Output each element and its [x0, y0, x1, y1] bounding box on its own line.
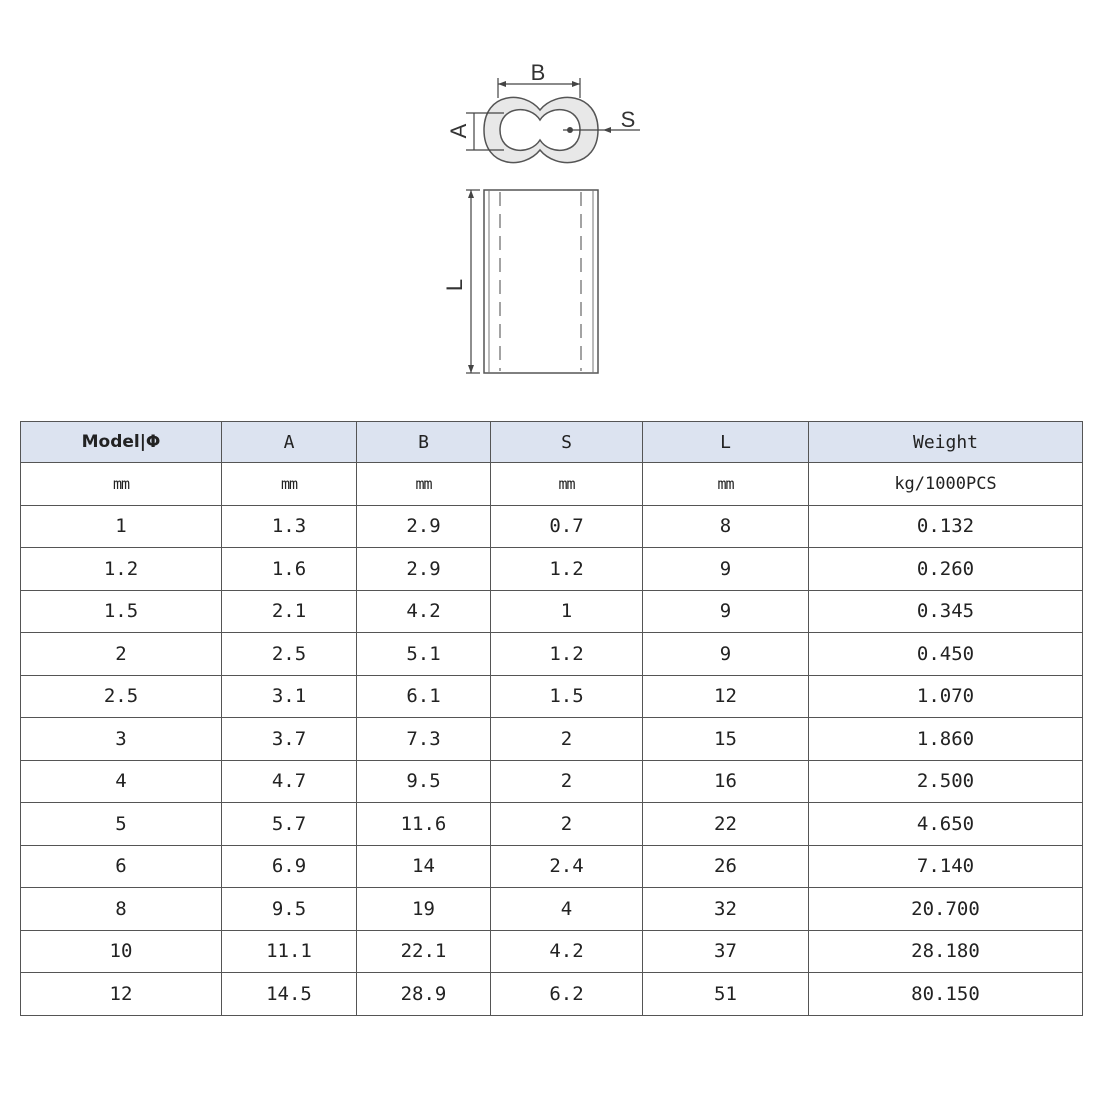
label-b: B	[530, 60, 546, 85]
cell-model: 3	[21, 718, 222, 761]
cell-s: 6.2	[491, 973, 643, 1016]
table-row	[21, 973, 1083, 1016]
cell-a: 3.7	[222, 718, 357, 761]
cell-l: 9	[643, 548, 809, 591]
cell-a: 2.5	[222, 633, 357, 676]
cell-weight: 80.150	[809, 973, 1083, 1016]
header-s: S	[491, 422, 643, 463]
cell-a: 1.3	[222, 505, 357, 548]
cell-b: 4.2	[357, 590, 491, 633]
cell-weight: 28.180	[809, 930, 1083, 973]
cell-model: 10	[21, 930, 222, 973]
cell-a: 4.7	[222, 760, 357, 803]
cell-model: 12	[21, 973, 222, 1016]
cell-s: 2	[491, 718, 643, 761]
unit-cell: mm	[643, 463, 809, 506]
cell-model: 2.5	[21, 675, 222, 718]
cell-weight: 0.345	[809, 590, 1083, 633]
cell-b: 2.9	[357, 548, 491, 591]
label-a: A	[446, 123, 471, 139]
header-b: B	[357, 422, 491, 463]
drawing-svg	[430, 40, 690, 390]
cell-a: 6.9	[222, 845, 357, 888]
cell-s: 4	[491, 888, 643, 931]
cell-a: 5.7	[222, 803, 357, 846]
specification-table	[20, 421, 1083, 1016]
cell-b: 28.9	[357, 973, 491, 1016]
dimension-l	[442, 190, 480, 373]
cell-b: 11.6	[357, 803, 491, 846]
table-row	[21, 675, 1083, 718]
cell-a: 11.1	[222, 930, 357, 973]
cell-weight: 1.070	[809, 675, 1083, 718]
cell-model: 1	[21, 505, 222, 548]
table-row	[21, 548, 1083, 591]
table-row	[21, 505, 1083, 548]
cell-l: 9	[643, 633, 809, 676]
cell-weight: 0.132	[809, 505, 1083, 548]
cell-b: 14	[357, 845, 491, 888]
unit-cell: kg/1000PCS	[809, 463, 1083, 506]
cell-s: 2	[491, 760, 643, 803]
cell-model: 6	[21, 845, 222, 888]
label-s: S	[620, 107, 636, 132]
header-model: Model|Φ	[21, 422, 222, 463]
cell-weight: 1.860	[809, 718, 1083, 761]
cell-a: 2.1	[222, 590, 357, 633]
cell-l: 26	[643, 845, 809, 888]
cell-b: 22.1	[357, 930, 491, 973]
table-row	[21, 888, 1083, 931]
cell-l: 9	[643, 590, 809, 633]
cell-b: 6.1	[357, 675, 491, 718]
label-l: L	[442, 278, 467, 292]
cell-weight: 0.260	[809, 548, 1083, 591]
header-weight: Weight	[809, 422, 1083, 463]
header-row	[21, 422, 1083, 463]
cell-model: 2	[21, 633, 222, 676]
cell-b: 7.3	[357, 718, 491, 761]
sleeve-technical-drawing	[430, 40, 690, 390]
cell-weight: 20.700	[809, 888, 1083, 931]
cell-s: 1	[491, 590, 643, 633]
cell-s: 1.2	[491, 633, 643, 676]
sleeve-side-view	[484, 190, 598, 373]
cell-weight: 7.140	[809, 845, 1083, 888]
cell-model: 4	[21, 760, 222, 803]
cell-model: 1.2	[21, 548, 222, 591]
unit-cell: mm	[21, 463, 222, 506]
cell-a: 1.6	[222, 548, 357, 591]
table-row	[21, 930, 1083, 973]
unit-cell: mm	[357, 463, 491, 506]
cell-l: 51	[643, 973, 809, 1016]
cell-a: 3.1	[222, 675, 357, 718]
cell-s: 2	[491, 803, 643, 846]
table-row	[21, 845, 1083, 888]
cell-s: 1.5	[491, 675, 643, 718]
cell-a: 9.5	[222, 888, 357, 931]
table-row	[21, 633, 1083, 676]
cell-l: 22	[643, 803, 809, 846]
cell-model: 5	[21, 803, 222, 846]
cell-l: 8	[643, 505, 809, 548]
unit-cell: mm	[491, 463, 643, 506]
cell-s: 1.2	[491, 548, 643, 591]
cell-l: 15	[643, 718, 809, 761]
cell-s: 4.2	[491, 930, 643, 973]
table-row	[21, 803, 1083, 846]
cell-model: 8	[21, 888, 222, 931]
cell-model: 1.5	[21, 590, 222, 633]
cell-weight: 4.650	[809, 803, 1083, 846]
header-a: A	[222, 422, 357, 463]
cell-weight: 2.500	[809, 760, 1083, 803]
cell-b: 2.9	[357, 505, 491, 548]
cell-l: 37	[643, 930, 809, 973]
cell-a: 14.5	[222, 973, 357, 1016]
cell-l: 16	[643, 760, 809, 803]
cell-b: 19	[357, 888, 491, 931]
cell-b: 5.1	[357, 633, 491, 676]
cell-l: 12	[643, 675, 809, 718]
header-l: L	[643, 422, 809, 463]
cell-weight: 0.450	[809, 633, 1083, 676]
dimension-b	[498, 60, 580, 98]
units-row	[21, 463, 1083, 506]
table-row	[21, 760, 1083, 803]
cell-s: 2.4	[491, 845, 643, 888]
unit-cell: mm	[222, 463, 357, 506]
cell-l: 32	[643, 888, 809, 931]
cell-s: 0.7	[491, 505, 643, 548]
table-row	[21, 718, 1083, 761]
cell-b: 9.5	[357, 760, 491, 803]
table-row	[21, 590, 1083, 633]
